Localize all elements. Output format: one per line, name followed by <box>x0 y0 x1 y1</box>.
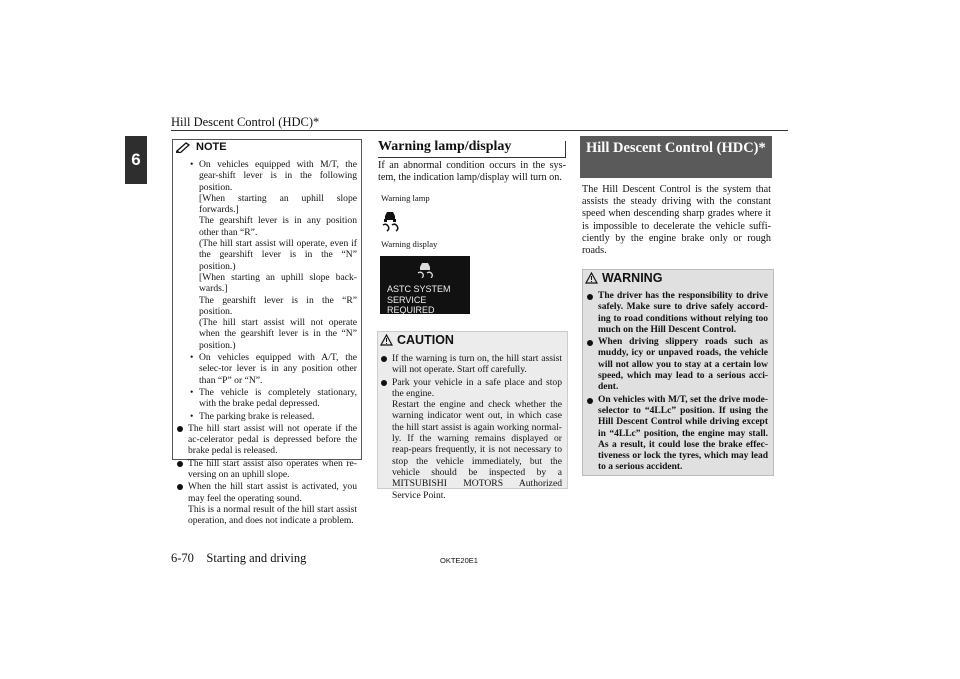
document-code: OKTE20E1 <box>440 556 478 565</box>
warning-heading <box>585 271 662 285</box>
note-sub-list <box>189 159 357 422</box>
warning-bullet: On vehicles with M/T, set the drive mode-selector to “4LLc” position. If using the Hill Descent Control while driving except in “4LLc” position, the engine may stall. As a result, it could lose the brake effec-tiveness or lock the tyres, which may lead to a serious accident. <box>586 395 768 474</box>
note-heading <box>176 141 227 153</box>
note-sub-item: • The vehicle is completely stationary, with the brake pedal depressed. <box>189 387 357 410</box>
note-bullet-list <box>176 423 357 527</box>
display-text-line2: SERVICE REQUIRED <box>387 295 435 315</box>
warning-lamp-section-title: Warning lamp/display <box>378 137 566 158</box>
page-header-title: Hill Descent Control (HDC)* <box>171 115 320 129</box>
caution-label: CAUTION <box>397 333 454 347</box>
note-bullet: When the hill start assist is activated, you may feel the operating sound. This is a normal result of the hill start assist operation, and does not indicate a problem. <box>176 481 357 526</box>
caution-body <box>380 353 562 502</box>
note-label: NOTE <box>196 141 227 153</box>
footer-page-info <box>171 551 306 566</box>
caution-heading <box>380 333 454 347</box>
note-bullet: The hill start assist also operates when re-versing on an uphill slope. <box>176 458 357 481</box>
warning-label: WARNING <box>602 271 663 285</box>
caution-warning-triangle-icon <box>380 334 393 346</box>
footer-section: Starting and driving <box>206 551 307 565</box>
display-text-line1: ASTC SYSTEM <box>387 284 451 294</box>
display-skid-car-icon <box>416 262 434 278</box>
page-number: 6-70 <box>171 551 194 565</box>
chapter-tab: 6 <box>125 136 147 184</box>
caution-bullet: Park your vehicle in a safe place and stop the engine. Restart the engine and check whether the warning indicator went out, in which case the hill start assist is again working normal-ly. If the warning remains displayed or reap-pears frequently, it is not necessary to stop the vehicle immediately, but the vehicle should be inspected by a MITSUBISHI MOTORS Authorized Service Point. <box>380 377 562 501</box>
warning-lamp-label: Warning lamp <box>381 193 430 203</box>
warning-body <box>586 291 768 475</box>
hdc-section-banner: Hill Descent Control (HDC)* <box>580 136 772 178</box>
note-body <box>176 159 357 528</box>
warning-display-label: Warning display <box>381 239 438 249</box>
caution-bullet: If the warning is turn on, the hill start assist will not operate. Start off carefully. <box>380 353 562 376</box>
warning-display-image <box>380 256 470 314</box>
skid-car-icon <box>380 210 400 232</box>
warning-triangle-icon <box>585 272 598 284</box>
warning-bullet-list <box>586 291 768 474</box>
note-sub-item: • On vehicles equipped with M/T, the gear-shift lever is in the following position. [When starting an uphill slope forwards.] The gearshift lever is in any position other than “R”. (The hill start assist will operate, even if the gearshift lever is in the “N” position.) [When starting an uphill slope back-wards.] The gearshift lever is in the “R” position. (The hill start assist will not operate when the gearshift lever is in the “N” position.) <box>189 159 357 351</box>
caution-bullet-list <box>380 353 562 501</box>
note-bullet: The hill start assist will not operate if the ac-celerator pedal is depressed before the brake pedal is released. <box>176 423 357 457</box>
warning-lamp-intro: If an abnormal condition occurs in the sys-tem, the indication lamp/display will turn on. <box>378 160 566 184</box>
note-sub-item: • On vehicles equipped with A/T, the selec-tor lever is in any position other than “P” or “N”. <box>189 352 357 386</box>
header-rule <box>171 130 788 131</box>
warning-bullet: When driving slippery roads such as muddy, icy or unpaved roads, the vehicle will not allow you to stay at a certain low speed, which may lead to a serious acci-dent. <box>586 337 768 393</box>
note-sub-item: • The parking brake is released. <box>189 411 357 422</box>
hdc-intro: The Hill Descent Control is the system that assists the steady driving with the constant speed when descending sharp grades where it is impossible to decelerate the vehicle suffi-ciently by the engine brake only or rough roads. <box>582 184 771 257</box>
note-pencil-icon <box>176 141 192 153</box>
warning-bullet: The driver has the responsibility to drive safely. Make sure to drive safely accord-ing to road conditions without relying too much on the Hill Descent Control. <box>586 291 768 336</box>
